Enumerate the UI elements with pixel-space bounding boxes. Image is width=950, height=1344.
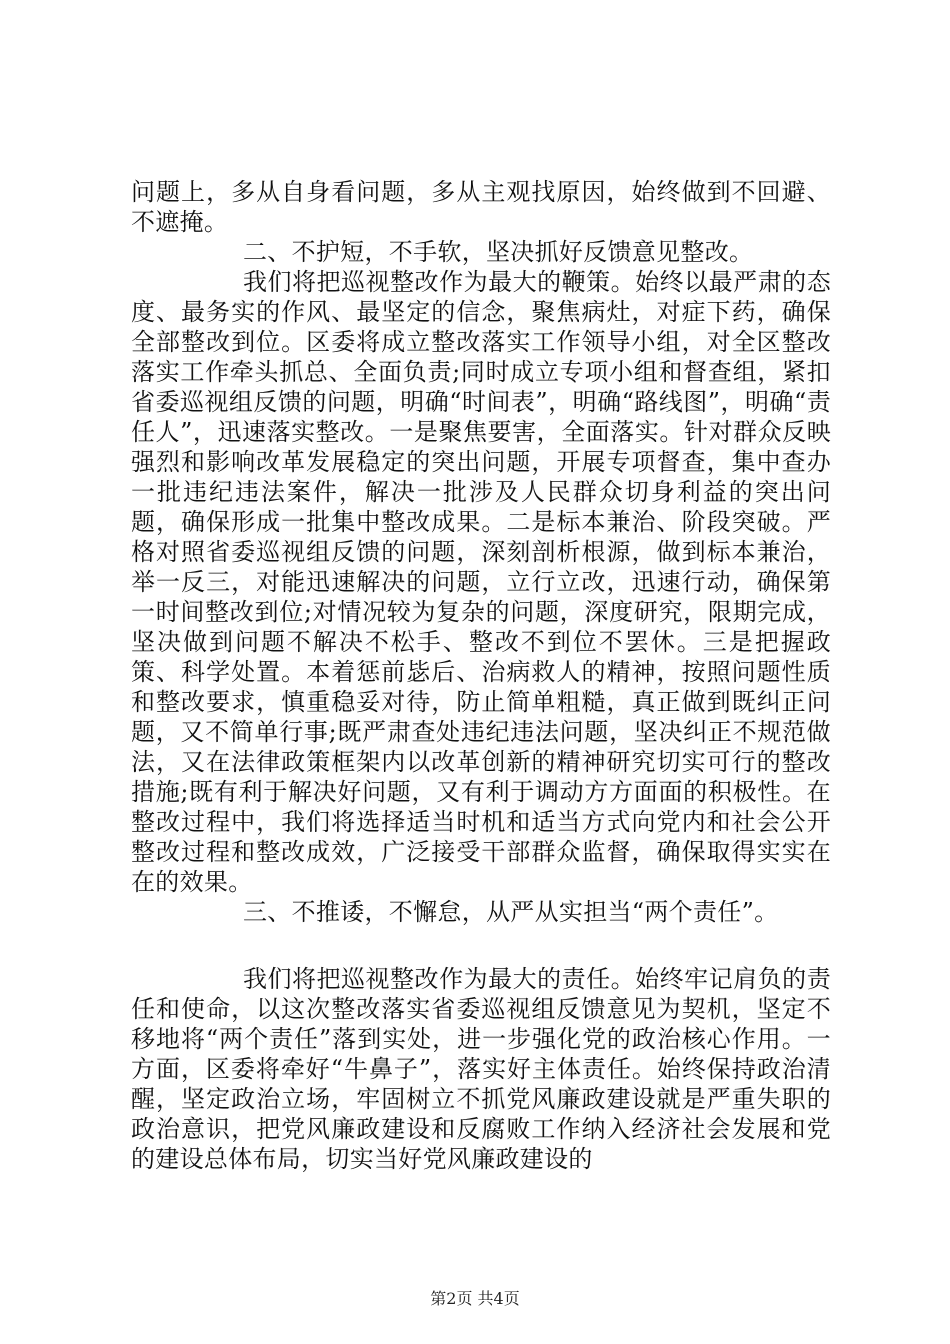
page-number-footer: 第2页 共4页 <box>430 1289 520 1308</box>
paragraph-responsibility: 我们将把巡视整改作为最大的责任。始终牢记肩负的责任和使命，以这次整改落实省委巡视组反馈意见为契机，坚定不移地将“两个责任”落到实处，进一步强化党的政治核心作用。一方面，区委将牵好“牛鼻子”，落实好主体责任。始终保持政治清醒，坚定政治立场，牢固树立不抓党风廉政建设就是严重失职的政治意识，把党风廉政建设和反腐败工作纳入经济社会发展和党的建设总体布局，切实当好党风廉政建设的 <box>131 965 831 1173</box>
section-heading-2: 二、不护短，不手软，坚决抓好反馈意见整改。 <box>243 238 754 266</box>
document-body <box>131 177 831 1174</box>
paragraph-rectification: 我们将把巡视整改作为最大的鞭策。始终以最严肃的态度、最务实的作风、最坚定的信念，聚焦病灶，对症下药，确保全部整改到位。区委将成立整改落实工作领导小组，对全区整改落实工作牵头抓总、全面负责;同时成立专项小组和督查组，紧扣省委巡视组反馈的问题，明确“时间表”，明确“路线图”，明确“责任人”，迅速落实整改。一是聚焦要害，全面落实。针对群众反映强烈和影响改革发展稳定的突出问题，开展专项督查，集中查办一批违纪违法案件，解决一批涉及人民群众切身利益的突出问题，确保形成一批集中整改成果。二是标本兼治、阶段突破。严格对照省委巡视组反馈的问题，深刻剖析根源，做到标本兼治，举一反三，对能迅速解决的问题，立行立改，迅速行动，确保第一时间整改到位;对情况较为复杂的问题，深度研究，限期完成，坚决做到问题不解决不松手、整改不到位不罢休。三是把握政策、科学处置。本着惩前毖后、治病救人的精神，按照问题性质和整改要求，慎重稳妥对待，防止简单粗糙，真正做到既纠正问题，又不简单行事;既严肃查处违纪违法问题，坚决纠正不规范做法，又在法律政策框架内以改革创新的精神研究切实可行的整改措施;既有利于解决好问题，又有利于调动方方面面的积极性。在整改过程中，我们将选择适当时机和适当方式向党内和社会公开整改过程和整改成效，广泛接受干部群众监督，确保取得实实在在的效果。 <box>131 268 831 896</box>
paragraph-continuation: 问题上，多从自身看问题，多从主观找原因，始终做到不回避、不遮掩。 <box>131 178 831 236</box>
section-heading-3: 三、不推诿，不懈怠，从严从实担当“两个责任”。 <box>243 898 779 926</box>
paragraph-spacer <box>131 927 831 964</box>
